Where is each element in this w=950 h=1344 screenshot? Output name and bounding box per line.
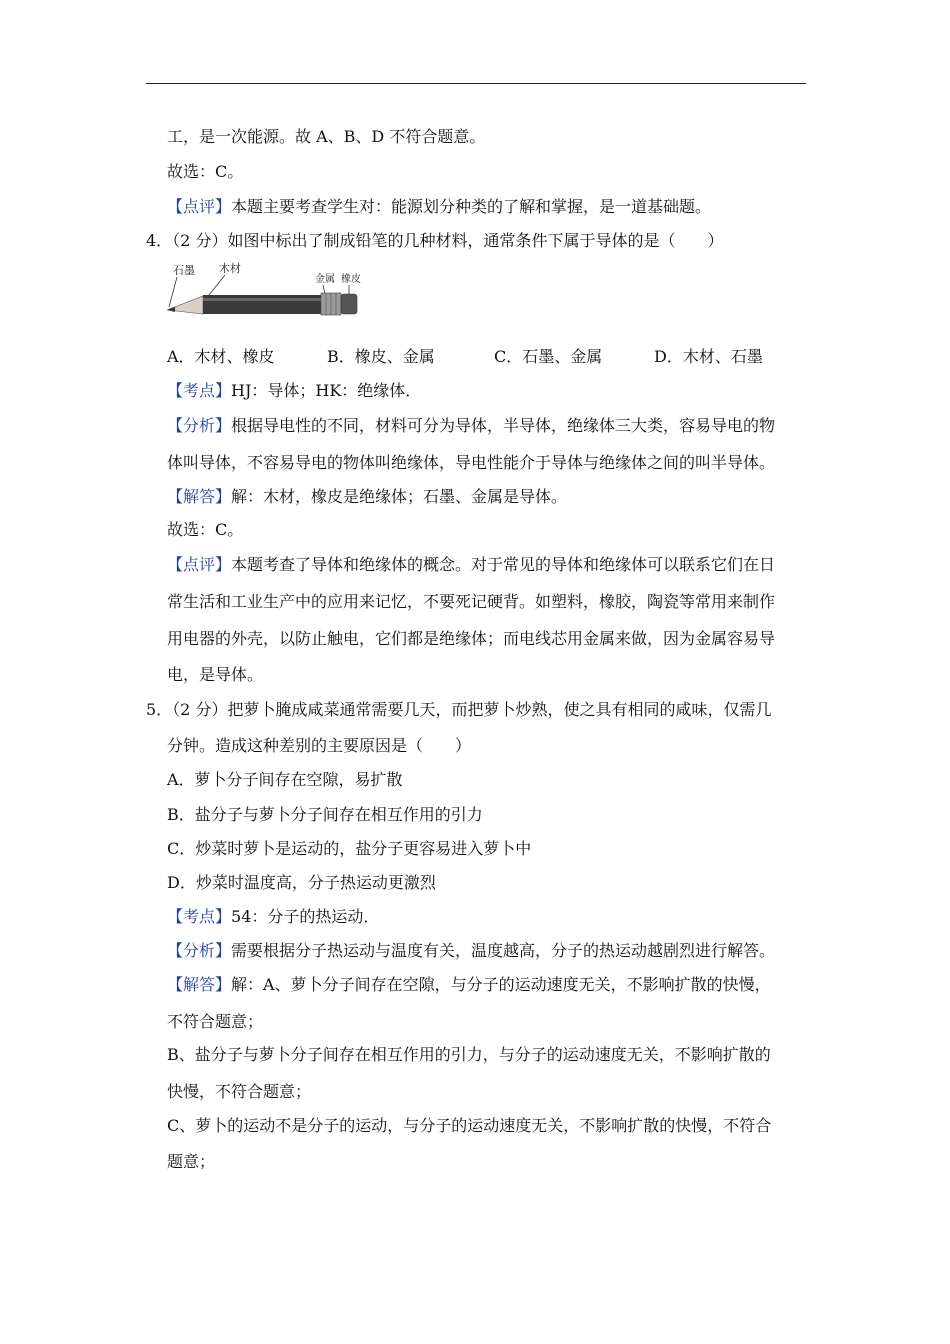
kaodian-text: 54：分子的热运动． (231, 907, 380, 926)
figure-label-graphite: 石墨 (173, 264, 195, 277)
fenxi-text: 需要根据分子热运动与温度有关，温度越高，分子的热运动越剧烈进行解答。 (231, 941, 776, 960)
figure-label-metal: 金属 (315, 274, 335, 285)
question-4-options (167, 347, 763, 367)
text-line: 常生活和工业生产中的应用来记忆，不要死记硬背。如塑料，橡胶，陶瓷等常用来制作 (167, 592, 776, 611)
text-line: 不符合题意； (167, 1012, 264, 1031)
comment-line (167, 197, 711, 217)
fenxi-tag: 【分析】 (167, 941, 232, 960)
jieda-line (167, 487, 567, 507)
jieda-line (167, 975, 771, 995)
kaodian-line (167, 907, 379, 927)
jieda-text: 解：A、萝卜分子间存在空隙，与分子的运动速度无关，不影响扩散的快慢， (231, 975, 771, 994)
text-line: 故选：C。 (167, 162, 244, 181)
pencil-materials-figure (163, 262, 363, 322)
figure-label-eraser: 橡皮 (341, 274, 361, 285)
jieda-text: 解：木材，橡皮是绝缘体；石墨、金属是导体。 (231, 487, 568, 506)
comment-tag: 【点评】 (167, 197, 232, 216)
jieda-tag: 【解答】 (167, 975, 232, 994)
fenxi-text: 根据导电性的不同，材料可分为导体，半导体，绝缘体三大类，容易导电的物 (231, 416, 776, 435)
text-line: 故选：C。 (167, 520, 244, 539)
text-line: 电，是导体。 (167, 665, 264, 684)
jieda-tag: 【解答】 (167, 487, 232, 506)
comment-tag: 【点评】 (167, 555, 232, 574)
header-rule (146, 83, 806, 84)
text-line: B、盐分子与萝卜分子间存在相互作用的引力，与分子的运动速度无关，不影响扩散的 (167, 1045, 771, 1064)
text-line: 体叫导体，不容易导电的物体叫绝缘体，导电性能介于导体与绝缘体之间的叫半导体。 (167, 453, 776, 472)
option-a: A．木材、橡皮 (167, 347, 275, 366)
option-d: D．炒菜时温度高，分子热运动更激烈 (167, 873, 436, 892)
fenxi-line (167, 416, 775, 436)
question-5-stem-cont: 分钟。造成这种差别的主要原因是（ ） (167, 736, 472, 755)
text-line: 快慢，不符合题意； (167, 1082, 312, 1101)
kaodian-line (167, 381, 421, 401)
figure-label-wood: 木材 (219, 262, 241, 275)
kaodian-tag: 【考点】 (167, 381, 232, 400)
option-c: C．炒菜时萝卜是运动的，盐分子更容易进入萝卜中 (167, 839, 532, 858)
option-d: D．木材、石墨 (654, 347, 763, 366)
kaodian-tag: 【考点】 (167, 907, 232, 926)
question-4-stem: 4．（2 分）如图中标出了制成铅笔的几种材料，通常条件下属于导体的是（ ） (146, 231, 724, 250)
fenxi-line (167, 941, 775, 961)
text-line: 工，是一次能源。故 A、B、D 不符合题意。 (167, 127, 486, 146)
text-line: 用电器的外壳，以防止触电，它们都是绝缘体；而电线芯用金属来做，因为金属容易导 (167, 629, 776, 648)
text-line: 题意； (167, 1152, 216, 1171)
fenxi-tag: 【分析】 (167, 416, 232, 435)
option-c: C．石墨、金属 (494, 347, 603, 366)
option-b: B．盐分子与萝卜分子间存在相互作用的引力 (167, 805, 483, 824)
comment-line (167, 555, 775, 575)
option-a: A．萝卜分子间存在空隙，易扩散 (167, 770, 403, 789)
comment-text: 本题主要考查学生对：能源划分种类的了解和掌握，是一道基础题。 (231, 197, 712, 216)
option-b: B．橡皮、金属 (327, 347, 435, 366)
question-5-stem: 5．（2 分）把萝卜腌成咸菜通常需要几天，而把萝卜炒熟，使之具有相同的咸味，仅需几 (146, 700, 772, 719)
text-line: C、萝卜的运动不是分子的运动，与分子的运动速度无关，不影响扩散的快慢，不符合 (167, 1116, 772, 1135)
comment-text: 本题考查了导体和绝缘体的概念。对于常见的导体和绝缘体可以联系它们在日 (231, 555, 776, 574)
kaodian-text: HJ：导体；HK：绝缘体． (231, 381, 422, 400)
